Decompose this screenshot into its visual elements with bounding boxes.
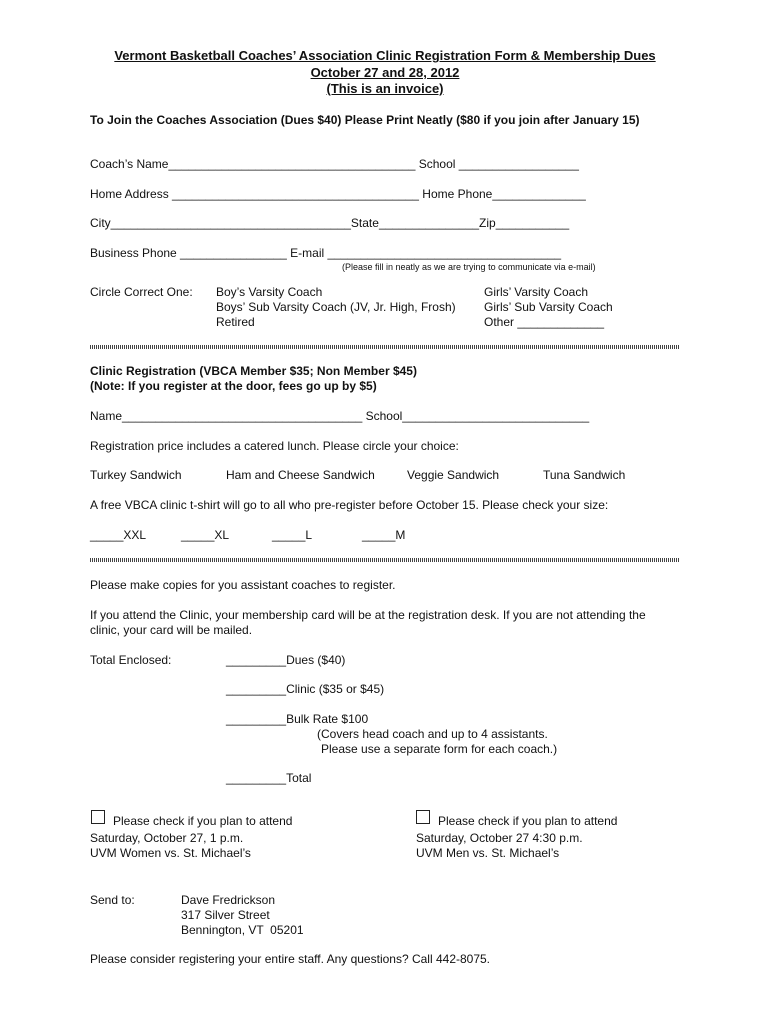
women-game-matchup: UVM Women vs. St. Michael’s bbox=[90, 846, 251, 860]
copies-note: Please make copies for you assistant coaches to register. bbox=[90, 578, 396, 592]
tshirt-intro: A free VBCA clinic t-shirt will go to all who pre-register before October 15. Please check your size: bbox=[90, 498, 609, 512]
lunch-option-ham-cheese[interactable]: Ham and Cheese Sandwich bbox=[226, 468, 375, 482]
card-note-line1: If you attend the Clinic, your membership card will be at the registration desk. If you are not attending the bbox=[90, 608, 646, 622]
attend-women-label: Please check if you plan to attend bbox=[113, 814, 293, 828]
circle-correct-label: Circle Correct One: bbox=[90, 285, 193, 299]
section-divider bbox=[90, 345, 680, 349]
section-divider bbox=[90, 558, 680, 562]
coach-option-boys-varsity[interactable]: Boy’s Varsity Coach bbox=[216, 285, 323, 299]
bulk-rate-field[interactable]: _________Bulk Rate $100 bbox=[226, 712, 369, 726]
clinic-heading: Clinic Registration (VBCA Member $35; Non Member $45) bbox=[90, 364, 417, 378]
total-amount-field[interactable]: _________Total bbox=[226, 771, 312, 785]
dues-amount-field[interactable]: _________Dues ($40) bbox=[226, 653, 346, 667]
email-note: (Please fill in neatly as we are trying to communicate via e-mail) bbox=[342, 262, 596, 272]
total-enclosed-label: Total Enclosed: bbox=[90, 653, 172, 667]
bulk-note-line2: Please use a separate form for each coach.) bbox=[321, 742, 558, 756]
card-note-line2: clinic, your card will be mailed. bbox=[90, 623, 253, 637]
business-phone-email-field[interactable]: Business Phone ________________ E-mail ___________________________________ bbox=[90, 246, 562, 260]
lunch-option-tuna[interactable]: Tuna Sandwich bbox=[543, 468, 626, 482]
men-game-matchup: UVM Men vs. St. Michael’s bbox=[416, 846, 560, 860]
attend-men-checkbox[interactable] bbox=[416, 810, 430, 824]
clinic-amount-field[interactable]: _________Clinic ($35 or $45) bbox=[226, 682, 385, 696]
women-game-date: Saturday, October 27, 1 p.m. bbox=[90, 831, 244, 845]
coach-option-girls-varsity[interactable]: Girls’ Varsity Coach bbox=[484, 285, 589, 299]
recipient-city: Bennington, VT 05201 bbox=[181, 923, 304, 937]
size-xxl-field[interactable]: _____XXL bbox=[90, 528, 147, 542]
size-l-field[interactable]: _____L bbox=[272, 528, 313, 542]
clinic-door-note: (Note: If you register at the door, fees go up by $5) bbox=[90, 379, 377, 393]
send-to-label: Send to: bbox=[90, 893, 135, 907]
city-state-zip-field[interactable]: City____________________________________State_______________Zip___________ bbox=[90, 216, 570, 230]
coach-option-girls-sub-varsity[interactable]: Girls’ Sub Varsity Coach bbox=[484, 300, 613, 314]
footer-note: Please consider registering your entire staff. Any questions? Call 442-8075. bbox=[90, 952, 491, 966]
coach-option-boys-sub-varsity[interactable]: Boys’ Sub Varsity Coach (JV, Jr. High, Frosh) bbox=[216, 300, 456, 314]
invoice-note: (This is an invoice) bbox=[326, 81, 444, 96]
recipient-name: Dave Fredrickson bbox=[181, 893, 276, 907]
attend-women-checkbox[interactable] bbox=[91, 810, 105, 824]
men-game-date: Saturday, October 27 4:30 p.m. bbox=[416, 831, 583, 845]
attend-men-label: Please check if you plan to attend bbox=[438, 814, 618, 828]
bulk-note-line1: (Covers head coach and up to 4 assistants. bbox=[317, 727, 548, 741]
coach-name-field[interactable]: Coach’s Name_____________________________________ School __________________ bbox=[90, 157, 579, 171]
size-xl-field[interactable]: _____XL bbox=[181, 528, 230, 542]
clinic-name-school-field[interactable]: Name____________________________________ School____________________________ bbox=[90, 409, 590, 423]
form-title: Vermont Basketball Coaches’ Association Clinic Registration Form & Membership Dues bbox=[114, 48, 656, 63]
coach-option-other[interactable]: Other _____________ bbox=[484, 315, 605, 329]
coach-option-retired[interactable]: Retired bbox=[216, 315, 255, 329]
lunch-intro: Registration price includes a catered lunch. Please circle your choice: bbox=[90, 439, 459, 453]
recipient-street: 317 Silver Street bbox=[181, 908, 270, 922]
lunch-option-turkey[interactable]: Turkey Sandwich bbox=[90, 468, 182, 482]
lunch-option-veggie[interactable]: Veggie Sandwich bbox=[407, 468, 500, 482]
event-dates: October 27 and 28, 2012 bbox=[310, 65, 460, 80]
size-m-field[interactable]: _____M bbox=[362, 528, 406, 542]
membership-intro: To Join the Coaches Association (Dues $40) Please Print Neatly ($80 if you join after January 15) bbox=[90, 113, 640, 127]
home-address-field[interactable]: Home Address _____________________________________ Home Phone______________ bbox=[90, 187, 586, 201]
